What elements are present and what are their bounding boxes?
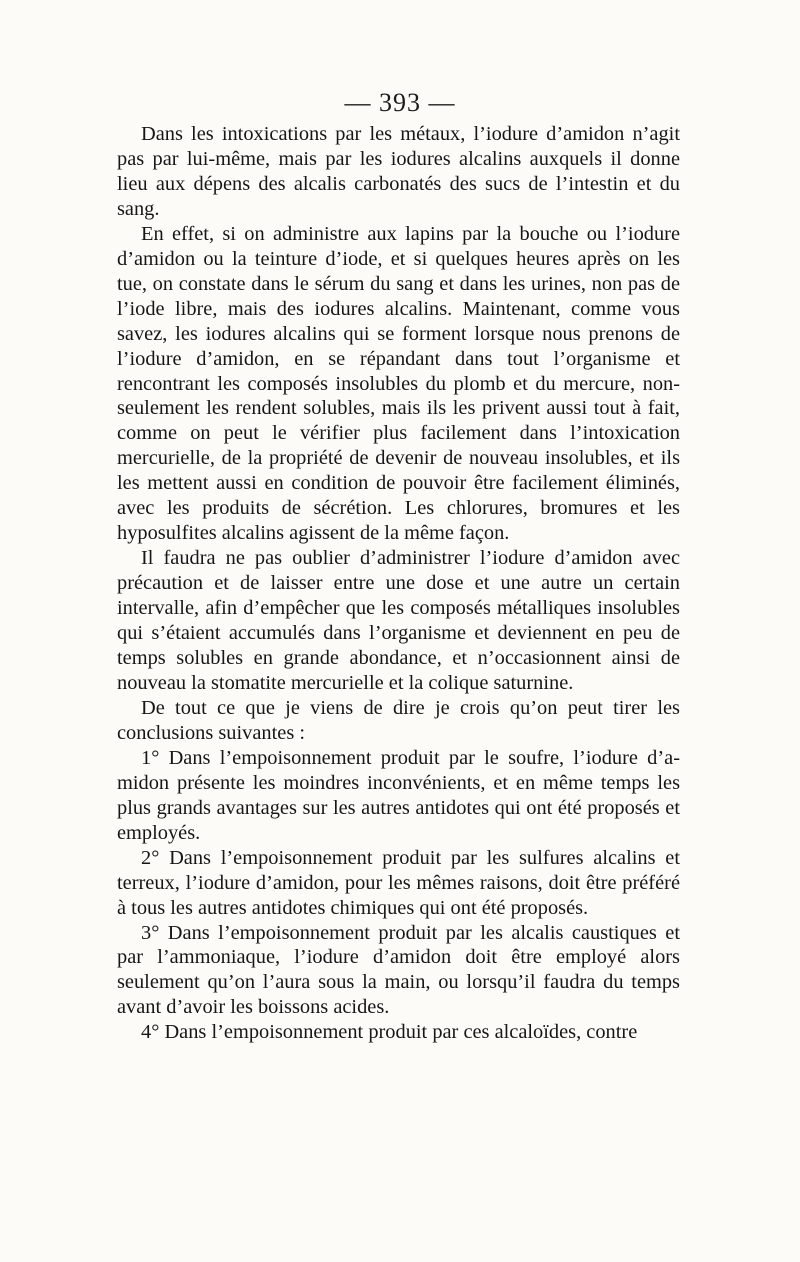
body-text [117,122,680,1045]
paragraph: En effet, si on administre aux lapins par la bouche ou l’iodure d’amidon ou la teinture d’iode, et si quelques heures après on les tue, on constate dans le sérum du sang et dans les urines, non pas de l’iode libre, mais des iodures alcalins. Maintenant, comme vous savez, les iodures alcalins qui se forment lorsque nous prenons de l’iodure d’amidon, en se répandant dans tout l’organisme et rencontrant les composés insolubles du plomb et du mercure, non-seulement les rendent solubles, mais ils les privent aussi tout à fait, comme on peut le vérifier plus facilement dans l’intoxication mercurielle, de la propriété de devenir de nouveau insolubles, et ils les mettent aussi en condition de pouvoir être facilement éliminés, avec les produits de sécrétion. Les chlorures, bromures et les hyposulfites alcalins agissent de la même façon. [117,222,680,545]
page-number: — 393 — [344,88,456,117]
paragraph: Dans les intoxications par les métaux, l’iodure d’amidon n’agit pas par lui-même, mais par les iodures alcalins auxquels il donne lieu aux dépens des alcalis carbonatés des sucs de l’intestin et du sang. [117,123,680,220]
paragraph: 2° Dans l’empoisonnement produit par les sulfures alcalins et terreux, l’iodure d’amidon, pour les mêmes raisons, doit être préféré à tous les autres antidotes chimiques qui ont été proposés. [117,846,680,919]
paragraph: Il faudra ne pas oublier d’administrer l’iodure d’amidon avec précaution et de laisser entre une dose et une autre un certain intervalle, afin d’empêcher que les composés métalliques insolubles qui s’étaient accumulés dans l’organisme et deviennent en peu de temps solubles en grande abondance, et n’occasionnent ainsi de nouveau la stomatite mercurielle et la colique saturnine. [117,547,680,694]
paragraph: De tout ce que je viens de dire je crois qu’on peut tirer les conclusions suivantes : [117,696,680,744]
paragraph: 1° Dans l’empoisonnement produit par le soufre, l’iodure d’amidon présente les moindres inconvénients, et en même temps les plus grands avantages sur les autres antidotes qui ont été proposés et employés. [117,746,680,844]
paragraph: 4° Dans l’empoisonnement produit par ces alcaloïdes, contre [141,1021,638,1044]
paragraph: 3° Dans l’empoisonnement produit par les alcalis caustiques et par l’ammoniaque, l’iodure d’amidon doit être employé alors seulement qu’on l’aura sous la main, ou lorsqu’il faudra du temps avant d’avoir les boissons acides. [117,921,680,1019]
